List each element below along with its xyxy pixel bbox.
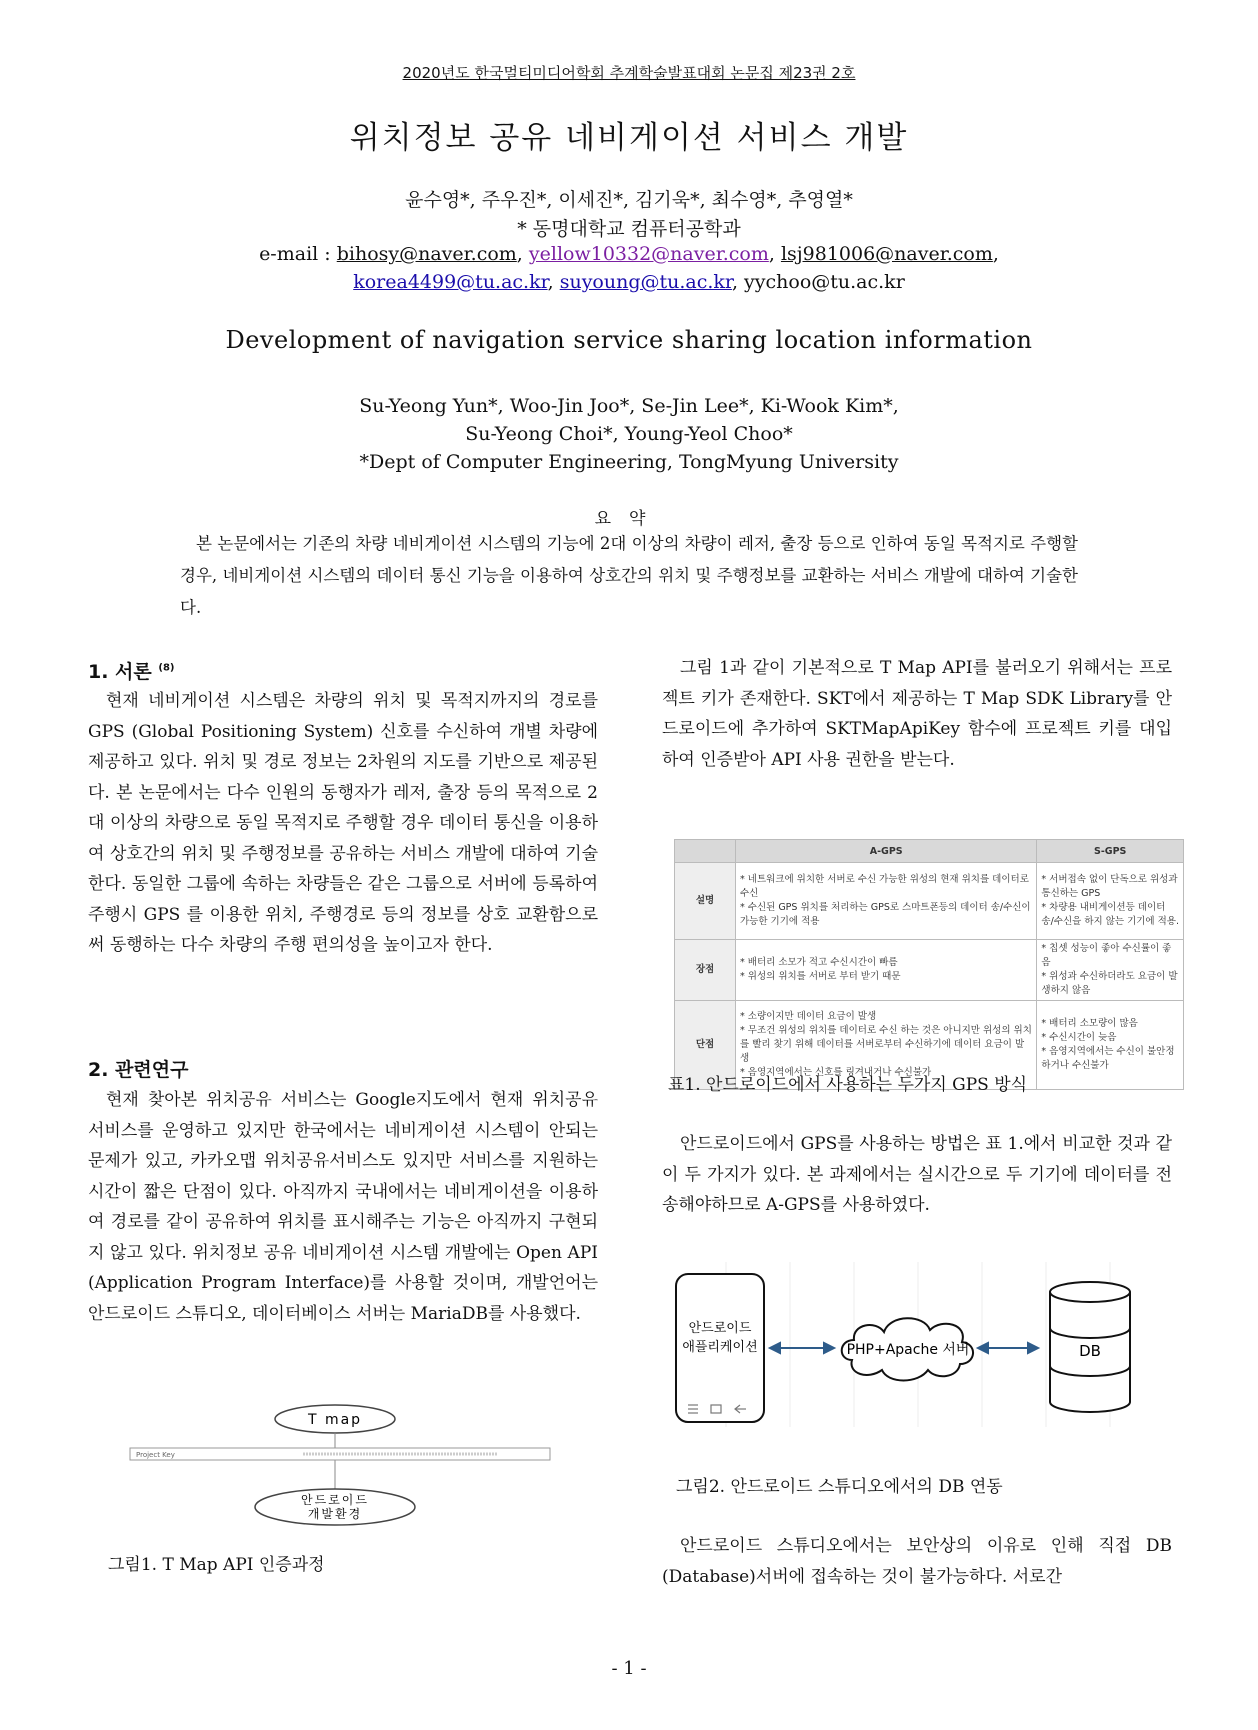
right-paragraph-1-text: 그림 1과 같이 기본적으로 T Map API를 불러오기 위해서는 프로젝트 키가 존재한다. SKT에서 제공하는 T Map SDK Library를 안드로이드에 추가하여 SKTMapApiKey 함수에 프로젝트 키를 대입하여 인증받아 API 사용 권한을 받는다. (662, 658, 1172, 770)
table-row-label: 장점 (675, 940, 736, 1001)
table-1-caption: 표1. 안드로이드에서 사용하는 두가지 GPS 방식 (668, 1075, 1028, 1095)
paper-title: 위치정보 공유 네비게이션 서비스 개발 (349, 120, 909, 156)
separator: , (992, 243, 999, 265)
table-row-label: 설명 (675, 863, 736, 940)
table-cell: * 배터리 소모량이 많음 * 수신시간이 늦음 * 음영지역에서는 수신이 불안정 하거나 수신불가 (1037, 1001, 1184, 1090)
table-row-label: 단점 (675, 1001, 736, 1090)
section-1-heading (88, 657, 175, 684)
section-2-body (88, 1085, 598, 1329)
email-label: e-mail : (259, 243, 337, 265)
authors-korean: 윤수영*, 주우진*, 이세진*, 김기욱*, 최수영*, 추영열* (405, 189, 853, 211)
email-link[interactable]: suyoung@tu.ac.kr (559, 271, 732, 293)
figure-1-tmap-auth (128, 1402, 588, 1526)
section-1-text: 현재 네비게이션 시스템은 차량의 위치 및 목적지까지의 경로를 GPS (Global Positioning System) 신호를 수신하여 개별 차량에 제공하고 있다. 위치 및 경로 정보는 2차원의 지도를 기반으로 제공된다. 본 논문에서는 다수 인원의 동행자가 레저, 출장 등의 목적으로 2대 이상의 차량으로 동일 목적지로 주행할 경우 데이터 통신을 이용하여 상호간의 위치 및 주행정보를 공유하는 서비스 개발에 대하여 기술한다. 동일한 그룹에 속하는 차량들은 같은 그룹으로 서버에 등록하여 주행시 GPS 를 이용한 위치, 주행경로 등의 정보를 상호 교환함으로써 동행하는 다수 차량의 주행 편의성을 높이고자 한다. (88, 691, 598, 955)
separator: , (516, 243, 529, 265)
project-key-label: Project Key (136, 1451, 175, 1459)
separator: , (547, 271, 560, 293)
email-text: yychoo@tu.ac.kr (744, 271, 905, 293)
section-2-text: 현재 찾아본 위치공유 서비스는 Google지도에서 현재 위치공유 서비스를 운영하고 있지만 한국에서는 네비게이션 시스템이 안되는 문제가 있고, 카카오맵 위치공유서비스도 있지만 서비스를 지원하는 시간이 짧은 단점이 있다. 아직까지 국내에서는 네비게이션을 이용하여 경로를 같이 공유하여 위치를 표시해주는 기능은 아직까지 구현되지 않고 있다. 위치정보 공유 네비게이션 시스템 개발에는 Open API (Application Program Interface)를 사용할 것이며, 개발언어는 안드로이드 스튜디오, 데이터베이스 서버는 MariaDB를 사용했다. (88, 1090, 598, 1324)
arrow-server-db (978, 1343, 1038, 1353)
right-paragraph-3 (662, 1531, 1172, 1592)
right-paragraph-2-text: 안드로이드에서 GPS를 사용하는 방법은 표 1.에서 비교한 것과 같이 두 가지가 있다. 본 과제에서는 실시간으로 두 기기에 데이터를 전송해야하므로 A-GPS를 사용하였다. (662, 1134, 1172, 1215)
english-title: Development of navigation service sharing location information (225, 326, 1033, 354)
table-header-cell (675, 840, 736, 863)
android-env-label-1: 안드로이드 (301, 1493, 369, 1507)
figure-1-caption: 그림1. T Map API 인증과정 (108, 1555, 325, 1575)
table-header-row (675, 840, 1184, 863)
english-authors (0, 392, 1258, 476)
right-paragraph-2 (662, 1129, 1172, 1221)
section-1-ref: (8) (158, 662, 175, 674)
email-link[interactable]: yellow10332@naver.com (528, 243, 769, 265)
table-cell: * 칩셋 성능이 좋아 수신률이 좋음 * 위성과 수신하더라도 요금이 발생하지 않음 (1037, 940, 1184, 1001)
email-link[interactable]: korea4499@tu.ac.kr (353, 271, 548, 293)
table-row (675, 940, 1184, 1001)
table-cell: * 네트워크에 위치한 서버로 수신 가능한 위성의 현재 위치를 데이터로 수신 * 수신된 GPS 위치를 처리하는 GPS로 스마트폰등의 데이터 송/수신이 가능한 기기에 적용 (736, 863, 1037, 940)
phone-label-1: 안드로이드 (688, 1321, 752, 1336)
table-header-cell: S-GPS (1037, 840, 1184, 863)
phone-label-2: 애플리케이션 (682, 1340, 758, 1355)
abstract-heading: 요약 (594, 509, 664, 529)
journal-header: 2020년도 한국멀티미디어학회 추계학술발표대회 논문집 제23권 2호 (402, 64, 856, 82)
table-row (675, 863, 1184, 940)
right-paragraph-3-text: 안드로이드 스튜디오에서는 보안상의 이유로 인해 직접 DB (Database)서버에 접속하는 것이 불가능하다. 서로간 (662, 1536, 1172, 1587)
table-1-gps-comparison (674, 839, 1184, 1090)
right-paragraph-1 (662, 653, 1172, 775)
separator: , (768, 243, 781, 265)
arrow-phone-server (770, 1343, 834, 1353)
abstract-text: 본 논문에서는 기존의 차량 네비게이션 시스템의 기능에 2대 이상의 차량이 레저, 출장 등으로 인하여 동일 목적지로 주행할 경우, 네비게이션 시스템의 데이터 통신 기능을 이용하여 상호간의 위치 및 주행정보를 교환하는 서비스 개발에 대하여 기술한다. (180, 534, 1078, 617)
english-authors-line-1: Su-Yeong Yun*, Woo-Jin Joo*, Se-Jin Lee*, Ki-Wook Kim*, (359, 395, 899, 417)
email-link[interactable]: bihosy@naver.com (336, 243, 517, 265)
table-cell: * 소량이지만 데이터 요금이 발생 * 무조건 위성의 위치를 데이터로 수신 하는 것은 아니지만 위성의 위치를 빨리 찾기 위해 데이터를 서버로부터 수신하기에 데이터 요금이 발생 * 음영지역에서는 신호를 링겨내거나 수신불가 (736, 1001, 1037, 1090)
table-cell: * 서버접속 없이 단독으로 위성과 통신하는 GPS * 차량용 내비게이션등 데이터 송/수신을 하지 않는 기기에 적용. (1037, 863, 1184, 940)
english-authors-line-2: Su-Yeong Choi*, Young-Yeol Choo* (465, 423, 793, 445)
figure-2-caption: 그림2. 안드로이드 스튜디오에서의 DB 연동 (676, 1477, 1003, 1497)
affiliation-korean: * 동명대학교 컴퓨터공학과 (517, 218, 741, 240)
page-number: - 1 - (611, 1658, 647, 1679)
section-1-title: 1. 서론 (88, 661, 152, 683)
email-link[interactable]: lsj981006@naver.com (780, 243, 993, 265)
section-1-body (88, 686, 598, 961)
server-label: PHP+Apache 서버 (846, 1342, 970, 1358)
db-label: DB (1079, 1342, 1101, 1360)
email-line-1 (0, 240, 1258, 268)
tmap-label: T map (307, 1412, 363, 1428)
figure-2-db-diagram (662, 1262, 1174, 1432)
english-affiliation: *Dept of Computer Engineering, TongMyung University (359, 451, 899, 473)
email-line-2 (0, 268, 1258, 296)
abstract-body (180, 528, 1078, 624)
section-2-heading: 2. 관련연구 (88, 1059, 189, 1081)
table-header-cell: A-GPS (736, 840, 1037, 863)
separator: , (731, 271, 745, 293)
android-env-label-2: 개발환경 (307, 1507, 363, 1521)
table-cell: * 배터리 소모가 적고 수신시간이 빠름 * 위성의 위치를 서버로 부터 받기 때문 (736, 940, 1037, 1001)
